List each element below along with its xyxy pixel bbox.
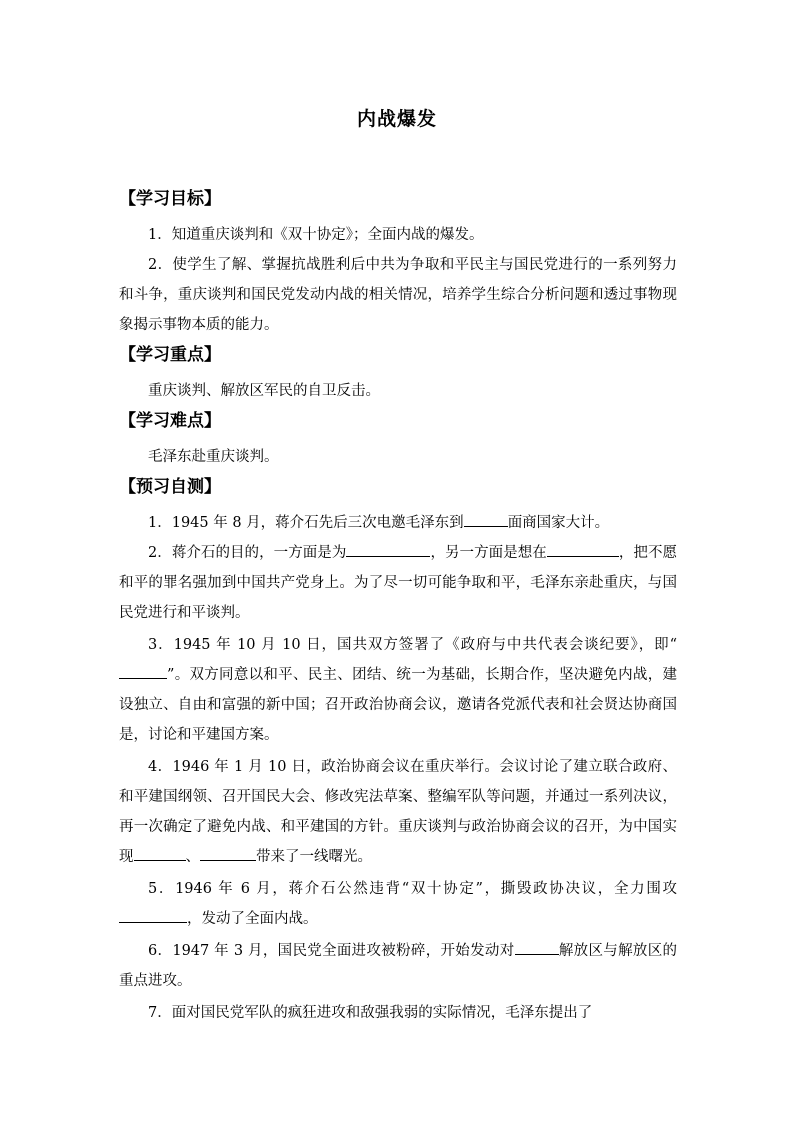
question-2 — [119, 538, 677, 628]
fill-blank[interactable] — [200, 844, 256, 861]
fill-blank[interactable] — [119, 906, 187, 923]
question-2-text-a: 2．蒋介石的目的，一方面是为 — [148, 545, 347, 561]
question-4-text-a: 4．1946 年 1 月 10 日，政治协商会议在重庆举行。会议讨论了建立联合政府、和平建国纲领、召开国民大会、修改宪法草案、整编军队等问题，并通过一系列决议，再一次确定了避免内战、和平建国的方针。重庆谈判与政治协商会议的召开，为中国实现 — [119, 759, 677, 865]
fill-blank[interactable] — [464, 510, 508, 527]
difficulties-heading: 【学习难点】 — [119, 411, 221, 431]
question-4-text-c: 带来了一线曙光。 — [256, 849, 372, 865]
fill-blank[interactable] — [119, 662, 167, 679]
question-4-text-b: 、 — [185, 849, 200, 865]
question-5-text-b: ，发动了全面内战。 — [187, 911, 318, 927]
question-3-text-b: ”。双方同意以和平、民主、团结、统一为基础，长期合作，坚决避免内战，建设独立、自由和富强的新中国；召开政治协商会议，邀请各党派代表和社会贤达协商国是，讨论和平建国方案。 — [119, 667, 677, 743]
key-points-text: 重庆谈判、解放区军民的自卫反击。 — [148, 383, 380, 399]
objectives-heading: 【学习目标】 — [119, 189, 221, 209]
question-1 — [119, 508, 677, 538]
page-title: 内战爆发 — [356, 108, 437, 130]
question-1-text-a: 1．1945 年 8 月，蒋介石先后三次电邀毛泽东到 — [148, 515, 464, 531]
difficulties-text: 毛泽东赴重庆谈判。 — [148, 449, 279, 465]
fill-blank[interactable] — [547, 540, 619, 557]
question-5-text-a: 5．1946 年 6 月，蒋介石公然违背“双十协定”，撕毁政协决议，全力围攻 — [148, 881, 677, 897]
question-7-text-a: 7．面对国民党军队的疯狂进攻和敌强我弱的实际情况，毛泽东提出了 — [148, 1005, 593, 1021]
objective-item-2: 2．使学生了解、掌握抗战胜利后中共为争取和平民主与国民党进行的一系列努力和斗争，重庆谈判和国民党发动内战的相关情况，培养学生综合分析问题和透过事物现象揭示事物本质的能力。 — [119, 257, 677, 333]
key-points-heading: 【学习重点】 — [119, 345, 221, 365]
question-3-text-a: 3．1945 年 10 月 10 日，国共双方签署了《政府与中共代表会谈纪要》，即“ — [148, 637, 677, 653]
question-3 — [119, 630, 677, 750]
document-body — [119, 184, 677, 1028]
question-7 — [119, 998, 677, 1028]
fill-blank[interactable] — [346, 540, 430, 557]
question-6 — [119, 936, 677, 996]
question-1-text-b: 面商国家大计。 — [507, 515, 610, 531]
question-5 — [119, 874, 677, 934]
preview-heading: 【预习自测】 — [119, 477, 221, 497]
question-6-text-a: 6．1947 年 3 月，国民党全面进攻被粉碎，开始发动对 — [148, 943, 515, 959]
question-4 — [119, 752, 677, 872]
objective-item-1: 1．知道重庆谈判和《双十协定》；全面内战的爆发。 — [148, 227, 484, 243]
fill-blank[interactable] — [515, 938, 559, 955]
question-2-text-b: ，另一方面是想在 — [430, 545, 547, 561]
question-2-text-c: ，把不愿和平的罪名强加到中国共产党身上。为了尽一切可能争取和平，毛泽东亲赴重庆，与国民党进行和平谈判。 — [119, 545, 677, 621]
question-6-text-b: 解放区与解放区的重点进攻。 — [119, 943, 677, 989]
fill-blank[interactable] — [134, 844, 186, 861]
